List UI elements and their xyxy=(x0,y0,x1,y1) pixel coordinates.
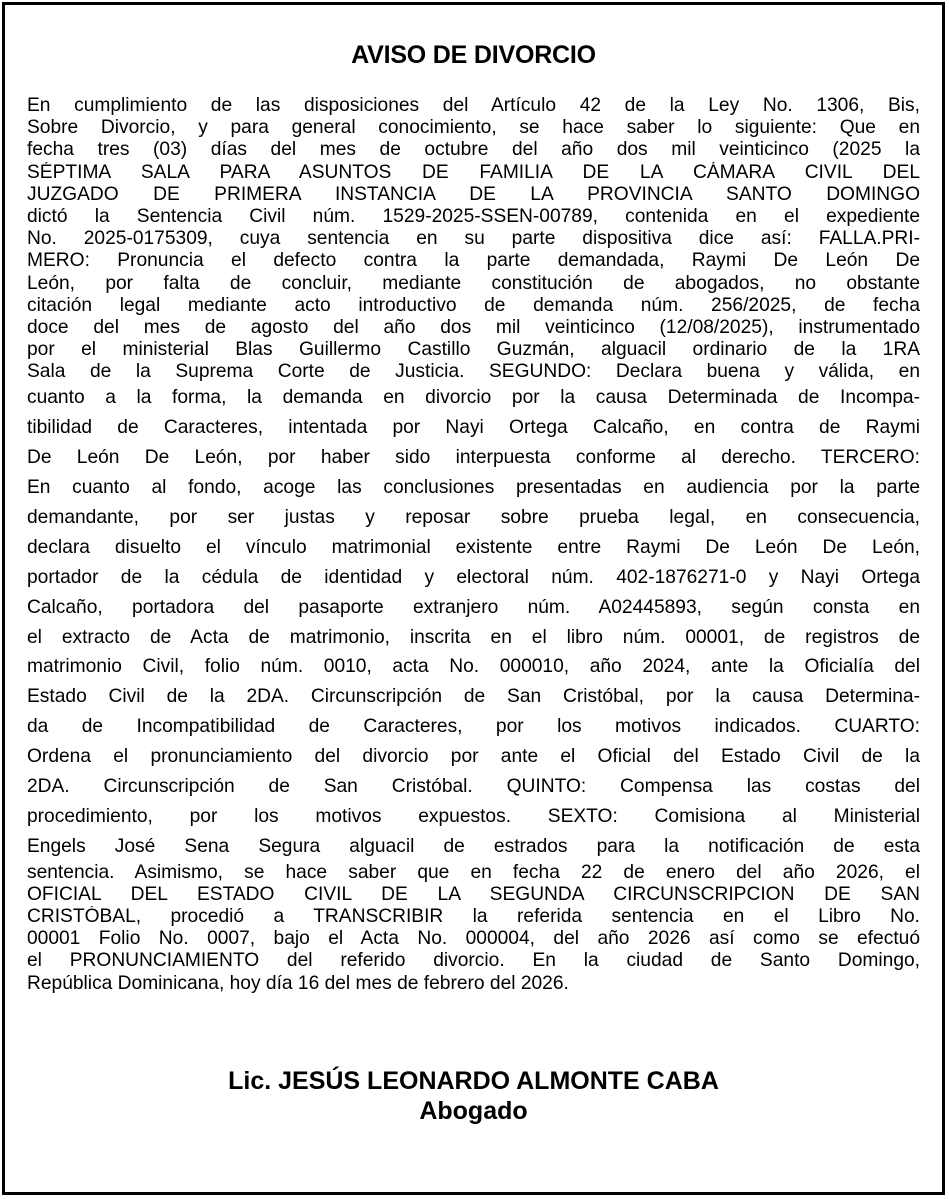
body-line: matrimonio Civil, folio núm. 0010, acta No. 000010, año 2024, ante la Oficialía del xyxy=(27,656,920,678)
body-line: Sobre Divorcio, y para general conocimiento, se hace saber lo siguiente: Que en xyxy=(27,117,920,139)
body-line: demandante, por ser justas y reposar sobre prueba legal, en consecuencia, xyxy=(27,507,920,528)
signature-name: Lic. JESÚS LEONARDO ALMONTE CABA xyxy=(228,1067,719,1095)
body-line: el extracto de Acta de matrimonio, inscrita en el libro núm. 00001, de registros de xyxy=(27,626,920,648)
signature-role: Abogado xyxy=(419,1097,528,1125)
body-line: OFICIAL DEL ESTADO CIVIL DE LA SEGUNDA CIRCUNSCRIPCION DE SAN xyxy=(27,883,920,905)
notice-body xyxy=(27,95,920,995)
body-line: Engels José Sena Segura alguacil de estrados para la notificación de esta xyxy=(27,835,920,857)
body-line: cuanto a la forma, la demanda en divorcio por la causa Determinada de Incompa- xyxy=(27,387,920,409)
body-line: citación legal mediante acto introductivo de demanda núm. 256/2025, de fecha xyxy=(27,294,920,316)
body-line: León, por falta de concluir, mediante constitución de abogados, no obstante xyxy=(27,272,920,294)
body-line: sentencia. Asimismo, se hace saber que en fecha 22 de enero del año 2026, el xyxy=(27,861,920,883)
body-line: procedimiento, por los motivos expuestos. SEXTO: Comisiona al Ministerial xyxy=(27,805,920,827)
body-line: En cuanto al fondo, acoge las conclusiones presentadas en audiencia por la parte xyxy=(27,477,920,499)
body-line: En cumplimiento de las disposiciones del Artículo 42 de la Ley No. 1306, Bis, xyxy=(27,95,920,116)
body-line: Ordena el pronunciamiento del divorcio por ante el Oficial del Estado Civil de la xyxy=(27,746,920,768)
body-line: dictó la Sentencia Civil núm. 1529-2025-SSEN-00789, contenida en el expediente xyxy=(27,205,920,227)
body-line: JUZGADO DE PRIMERA INSTANCIA DE LA PROVINCIA SANTO DOMINGO xyxy=(27,183,920,205)
divorce-notice xyxy=(2,2,945,1195)
notice-title: AVISO DE DIVORCIO xyxy=(351,41,596,69)
body-line: 2DA. Circunscripción de San Cristóbal. QUINTO: Compensa las costas del xyxy=(27,776,920,798)
body-line: De León De León, por haber sido interpuesta conforme al derecho. TERCERO: xyxy=(27,447,920,469)
body-line: tibilidad de Caracteres, intentada por Nayi Ortega Calcaño, en contra de Raymi xyxy=(27,417,920,439)
body-line: el PRONUNCIAMIENTO del referido divorcio. En la ciudad de Santo Domingo, xyxy=(27,950,920,972)
body-line: 00001 Folio No. 0007, bajo el Acta No. 000004, del año 2026 así como se efectuó xyxy=(27,928,920,950)
body-line: portador de la cédula de identidad y electoral núm. 402-1876271-0 y Nayi Ortega xyxy=(27,566,920,588)
body-line: MERO: Pronuncia el defecto contra la parte demandada, Raymi De León De xyxy=(27,250,920,272)
body-line: por el ministerial Blas Guillermo Castillo Guzmán, alguacil ordinario de la 1RA xyxy=(27,339,920,361)
body-line: fecha tres (03) días del mes de octubre del año dos mil veinticinco (2025 la xyxy=(27,139,920,161)
body-line: doce del mes de agosto del año dos mil veinticinco (12/08/2025), instrumentado xyxy=(27,316,920,338)
body-line: Estado Civil de la 2DA. Circunscripción de San Cristóbal, por la causa Determina- xyxy=(27,686,920,708)
body-line: SÉPTIMA SALA PARA ASUNTOS DE FAMILIA DE LA CÁMARA CIVIL DEL xyxy=(27,161,920,183)
body-line: Sala de la Suprema Corte de Justicia. SEGUNDO: Declara buena y válida, en xyxy=(27,361,920,383)
body-line: CRISTÓBAL, procedió a TRANSCRIBIR la referida sentencia en el Libro No. xyxy=(27,906,920,928)
body-line: da de Incompatibilidad de Caracteres, por los motivos indicados. CUARTO: xyxy=(27,716,920,738)
body-line: República Dominicana, hoy día 16 del mes de febrero del 2026. xyxy=(27,972,569,994)
body-line: No. 2025-0175309, cuya sentencia en su parte dispositiva dice así: FALLA.PRI- xyxy=(27,228,920,250)
body-line: declara disuelto el vínculo matrimonial existente entre Raymi De León De León, xyxy=(27,536,920,558)
body-line: Calcaño, portadora del pasaporte extranjero núm. A02445893, según consta en xyxy=(27,596,920,618)
